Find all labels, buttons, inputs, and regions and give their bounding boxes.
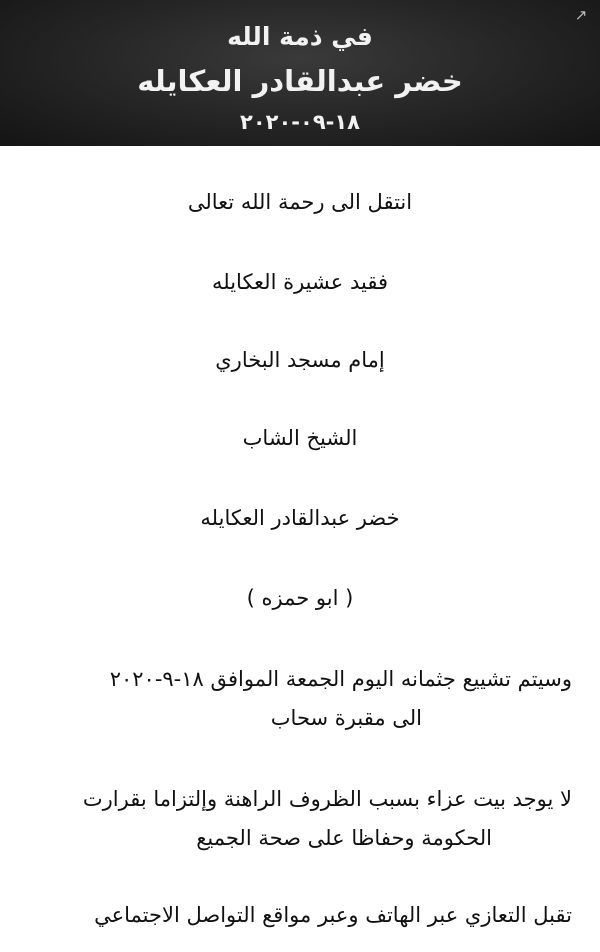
- deceased-name-line: خضر عبدالقادر العكايله: [200, 506, 400, 530]
- title-line: الشيخ الشاب: [242, 426, 358, 450]
- no-condolence-house-paragraph: [12, 780, 572, 858]
- imam-line: إمام مسجد البخاري: [215, 348, 385, 372]
- funeral-line-2: الى مقبرة سحاب: [270, 706, 422, 730]
- condolences-line-1: تقبل التعازي عبر الهاتف وعبر مواقع التواصل الاجتماعي: [94, 903, 572, 927]
- passed-away-line: انتقل الى رحمة الله تعالى: [187, 190, 413, 214]
- obituary-header-banner: [0, 0, 600, 146]
- header-date: ١٨-٠٩-٢٠٢٠: [240, 110, 360, 134]
- header-deceased-name: خضر عبدالقادر العكايله: [137, 64, 463, 98]
- funeral-paragraph: [12, 660, 572, 738]
- funeral-line-1: وسيتم تشييع جثمانه اليوم الجمعة الموافق ١٨-٩-٢٠٢٠: [109, 667, 572, 691]
- share-icon[interactable]: ↗: [574, 6, 588, 24]
- header-in-gods-care: في ذمة الله: [227, 22, 373, 51]
- condolences-paragraph: [12, 896, 572, 935]
- no-condolence-line-1: لا يوجد بيت عزاء بسبب الظروف الراهنة وإلتزاما بقرارت: [82, 787, 572, 811]
- clan-line: فقيد عشيرة العكايله: [212, 270, 388, 294]
- kunya-line: ( ابو حمزه ): [246, 586, 354, 610]
- no-condolence-line-2: الحكومة وحفاظا على صحة الجميع: [196, 826, 492, 850]
